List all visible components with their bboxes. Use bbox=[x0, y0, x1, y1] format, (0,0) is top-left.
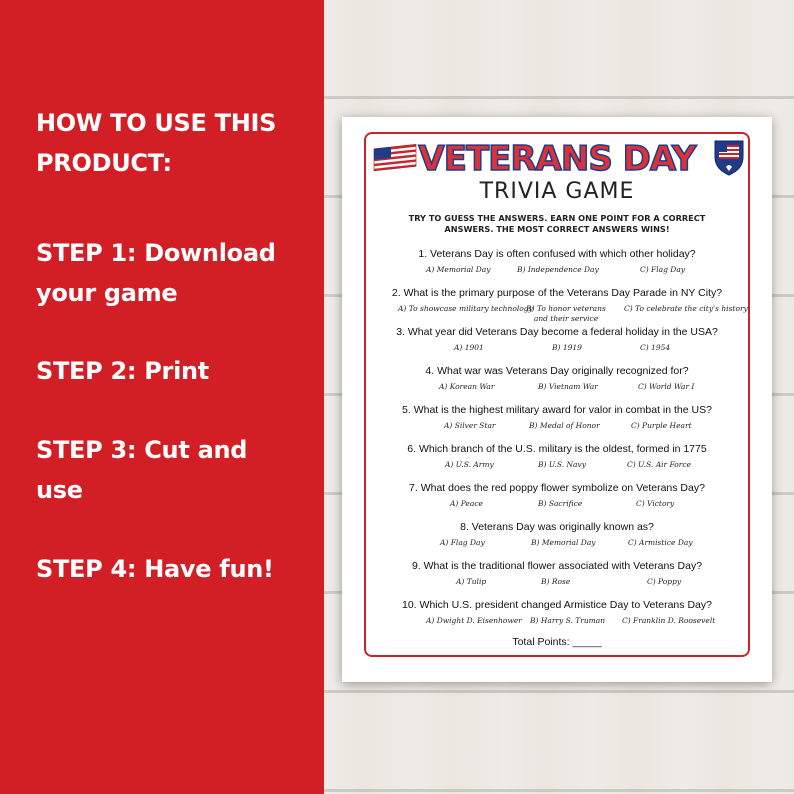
q7-option-a: A) Peace bbox=[450, 499, 483, 508]
q3-option-b: B) 1919 bbox=[552, 343, 582, 352]
q10-option-b: B) Harry S. Truman bbox=[530, 616, 606, 625]
q8-option-a: A) Flag Day bbox=[440, 538, 485, 547]
q6-option-c: C) U.S. Air Force bbox=[627, 460, 692, 469]
step1-line1: STEP 1: Download bbox=[36, 239, 276, 267]
question-10: 10. Which U.S. president changed Armistice Day to Veterans Day? bbox=[402, 599, 712, 611]
instructions-line2: ANSWERS. THE MOST CORRECT ANSWERS WINS! bbox=[444, 224, 670, 234]
q10-option-a: A) Dwight D. Eisenhower bbox=[426, 616, 522, 625]
q9-option-c: C) Poppy bbox=[647, 577, 682, 586]
step3-line1: STEP 3: Cut and bbox=[36, 436, 248, 464]
q6-option-a: A) U.S. Army bbox=[445, 460, 494, 469]
q1-option-c: C) Flag Day bbox=[640, 265, 686, 274]
q4-option-a: A) Korean War bbox=[439, 382, 495, 391]
trivia-sheet bbox=[342, 117, 772, 682]
q10-option-c: C) Franklin D. Roosevelt bbox=[622, 616, 716, 625]
q3-option-c: C) 1954 bbox=[640, 343, 671, 352]
q1-option-a: A) Memorial Day bbox=[426, 265, 491, 274]
step2-text: STEP 2: Print bbox=[36, 357, 209, 385]
how-to-heading-line2: PRODUCT: bbox=[36, 149, 172, 177]
sheet-title: VETERANS DAY bbox=[418, 139, 696, 179]
q3-option-a: A) 1901 bbox=[454, 343, 484, 352]
question-9: 9. What is the traditional flower associated with Veterans Day? bbox=[411, 560, 703, 572]
instructions-panel bbox=[0, 0, 324, 794]
how-to-heading-line1: HOW TO USE THIS bbox=[36, 109, 277, 137]
question-5: 5. What is the highest military award for valor in combat in the US? bbox=[402, 404, 712, 416]
q7-option-c: C) Victory bbox=[636, 499, 675, 508]
question-6: 6. Which branch of the U.S. military is the oldest, formed in 1775 bbox=[407, 443, 707, 455]
q5-option-b: B) Medal of Honor bbox=[529, 421, 600, 430]
q7-option-b: B) Sacrifice bbox=[538, 499, 583, 508]
instructions-text bbox=[382, 213, 732, 235]
q2-option-b: B) To honor veterans and their service bbox=[526, 304, 606, 323]
q6-option-b: B) U.S. Navy bbox=[538, 460, 586, 469]
q5-option-a: A) Silver Star bbox=[444, 421, 496, 430]
question-1: 1. Veterans Day is often confused with which other holiday? bbox=[418, 248, 696, 260]
question-7: 7. What does the red poppy flower symbolize on Veterans Day? bbox=[409, 482, 705, 494]
question-8: 8. Veterans Day was originally known as? bbox=[460, 521, 654, 533]
q1-option-b: B) Independence Day bbox=[517, 265, 599, 274]
instructions-line1: TRY TO GUESS THE ANSWERS. EARN ONE POINT FOR A CORRECT bbox=[408, 213, 706, 223]
q8-option-b: B) Memorial Day bbox=[531, 538, 596, 547]
q9-option-b: B) Rose bbox=[541, 577, 571, 586]
q8-option-c: C) Armistice Day bbox=[628, 538, 693, 547]
total-points: Total Points: _____ bbox=[512, 636, 602, 648]
q2-option-c: C) To celebrate the city's history bbox=[624, 304, 748, 313]
step1-line2: your game bbox=[36, 279, 178, 307]
q4-option-c: C) World War I bbox=[638, 382, 695, 391]
question-3: 3. What year did Veterans Day become a federal holiday in the USA? bbox=[396, 326, 718, 338]
q4-option-b: B) Vietnam War bbox=[538, 382, 598, 391]
step3-line2: use bbox=[36, 476, 83, 504]
question-4: 4. What war was Veterans Day originally recognized for? bbox=[425, 365, 689, 377]
sheet-subtitle: TRIVIA GAME bbox=[479, 179, 635, 204]
question-2: 2. What is the primary purpose of the Veterans Day Parade in NY City? bbox=[391, 287, 723, 299]
step4-text: STEP 4: Have fun! bbox=[36, 555, 274, 583]
q5-option-c: C) Purple Heart bbox=[631, 421, 692, 430]
q2-option-a: A) To showcase military technology bbox=[398, 304, 533, 313]
q9-option-a: A) Tulip bbox=[456, 577, 487, 586]
